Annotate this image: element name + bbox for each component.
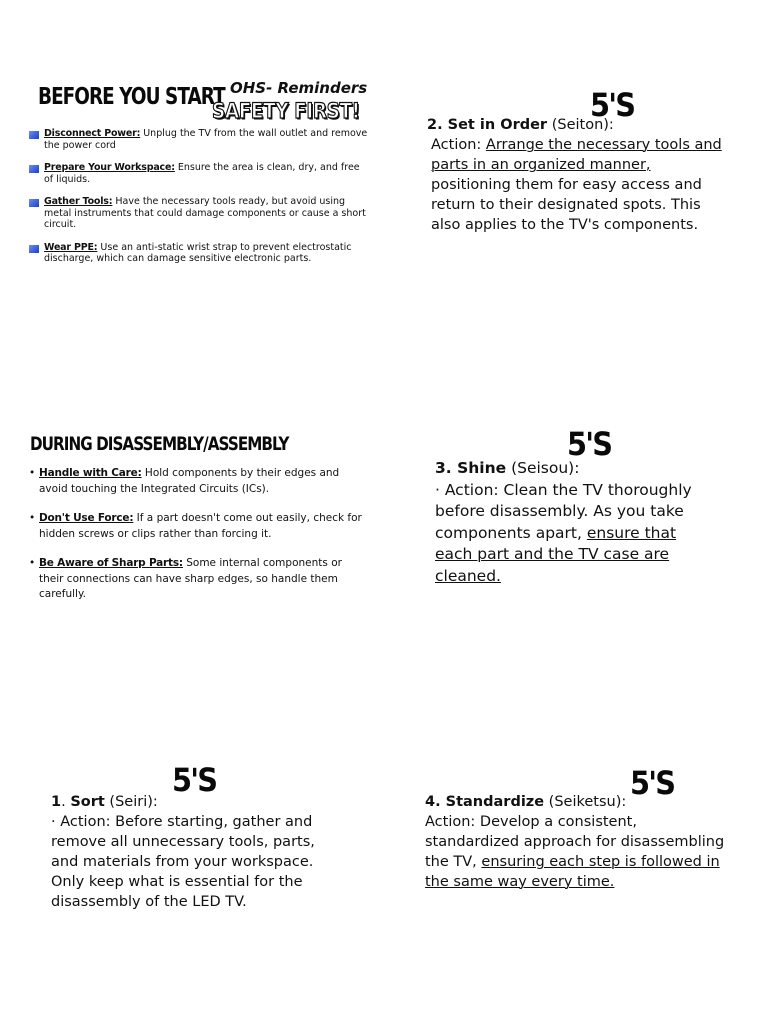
set-in-order-heading: 2. Set in Order [427, 117, 548, 133]
set-in-order-action [427, 135, 727, 235]
shine-block [435, 458, 710, 588]
shine-action-text: · Action: Clean the TV thoroughly before disassembly. As you take components apart, [435, 480, 692, 542]
set-in-order-action-label: Action: [431, 137, 486, 153]
list-item-text: Ensure the area is clean, dry, and free of liquids. [44, 162, 360, 185]
sort-heading-line [51, 792, 326, 812]
bullet-icon: • [29, 467, 36, 479]
during-title: DURING DISASSEMBLY/ASSEMBLY [30, 433, 289, 455]
five-s-logo: 5'S [590, 86, 635, 124]
list-item [29, 128, 369, 151]
standardize-heading: 4. Standardize [425, 794, 545, 810]
list-item [29, 511, 364, 542]
standardize-action-underlined: ensuring each step is followed in the same way every time. [425, 854, 720, 890]
standardize-block [425, 792, 725, 892]
standardize-action-text: Action: Develop a consistent, standardized approach for disassembling the TV, [425, 814, 725, 870]
ohs-reminders-label: OHS- Reminders [230, 79, 368, 97]
blue-square-bullet-icon [29, 131, 39, 139]
list-item-text: Some internal components or their connections can have sharp edges, so handle them carefully. [39, 557, 342, 600]
five-s-logo: 5'S [172, 761, 217, 799]
list-item-text: Have the necessary tools ready, but avoid using metal instruments that could damage components or cause a short circuit. [44, 196, 366, 230]
list-item [29, 466, 364, 497]
before-start-title: BEFORE YOU START [38, 84, 225, 110]
list-item [29, 556, 364, 603]
standardize-action [425, 812, 725, 892]
list-item-label: Wear PPE: [44, 241, 98, 253]
five-s-logo: 5'S [630, 764, 675, 802]
set-in-order-sub: (Seiton): [547, 117, 614, 133]
shine-heading-line [435, 458, 710, 480]
shine-action-underlined: ensure that each part and the TV case are cleaned. [435, 523, 677, 585]
sort-number: 1 [51, 794, 62, 810]
sort-block [51, 792, 326, 912]
list-item [29, 162, 369, 185]
bullet-icon: • [29, 557, 36, 569]
sort-separator: . [61, 794, 71, 810]
list-item-label: Prepare Your Workspace: [44, 162, 175, 173]
sort-heading: Sort [70, 794, 105, 810]
standardize-sub: (Seiketsu): [544, 794, 627, 810]
blue-square-bullet-icon [29, 199, 39, 207]
shine-sub: (Seisou): [506, 459, 580, 477]
sort-action: · Action: Before starting, gather and remove all unnecessary tools, parts, and materials from your workspace. Only keep what is essential for the disassembly of the LED TV. [51, 814, 315, 910]
blue-square-bullet-icon [29, 245, 39, 253]
list-item-text: Use an anti-static wrist strap to prevent electrostatic discharge, which can damage sensitive electronic parts. [44, 241, 352, 264]
sort-sub: (Seiri): [104, 794, 158, 810]
list-item-label: Be Aware of Sharp Parts: [39, 557, 183, 569]
list-item-label: Handle with Care: [39, 467, 142, 479]
list-item-text: If a part doesn't come out easily, check for hidden screws or clips rather than forcing it. [39, 512, 362, 540]
safety-first-title: SAFETY FIRST! [212, 99, 360, 123]
five-s-logo: 5'S [567, 425, 612, 463]
blue-square-bullet-icon [29, 165, 39, 173]
list-item-label: Disconnect Power: [44, 128, 141, 139]
list-item-label: Gather Tools: [44, 196, 113, 207]
list-item-label: Don't Use Force: [39, 512, 134, 524]
shine-action [435, 480, 710, 588]
standardize-heading-line [425, 792, 725, 812]
set-in-order-action-rest: positioning them for easy access and return to their designated spots. This also applies to the TV's components. [431, 177, 702, 233]
list-item [29, 242, 369, 265]
during-list [29, 466, 364, 617]
set-in-order-block [427, 115, 727, 235]
bullet-icon: • [29, 512, 36, 524]
before-start-list [29, 128, 369, 276]
list-item-text: Hold components by their edges and avoid touching the Integrated Circuits (ICs). [39, 467, 340, 495]
set-in-order-heading-line [427, 115, 727, 135]
list-item [29, 196, 369, 231]
shine-heading: 3. Shine [435, 459, 507, 477]
list-item-text: Unplug the TV from the wall outlet and remove the power cord [44, 128, 368, 151]
set-in-order-action-underlined: Arrange the necessary tools and parts in an organized manner, [431, 137, 722, 173]
